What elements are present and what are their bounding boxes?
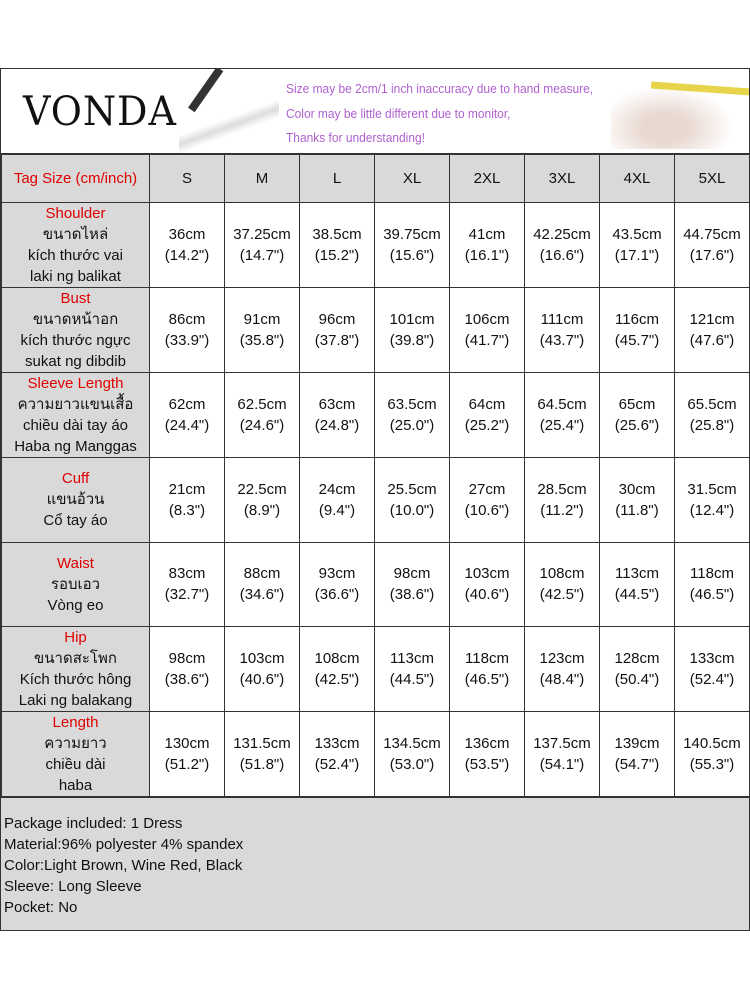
inch-value: (24.6"): [239, 417, 285, 434]
cm-value: 111cm: [540, 311, 584, 328]
inch-value: (45.7"): [614, 332, 660, 349]
inch-value: (10.0"): [389, 501, 435, 519]
cm-value: 64cm: [468, 396, 506, 413]
measurement-cell: [225, 712, 300, 797]
measurement-cell: [600, 288, 675, 373]
measurement-cell: [525, 627, 600, 712]
cm-value: 136cm: [464, 735, 510, 752]
inch-value: (11.8"): [615, 501, 659, 519]
measurement-cell: [150, 373, 225, 458]
cm-value: 38.5cm: [312, 226, 362, 243]
measurement-cell: [375, 203, 450, 288]
inch-value: (52.4"): [314, 756, 360, 773]
measurement-title: Bust: [60, 290, 91, 307]
cm-value: 106cm: [464, 311, 510, 328]
measurement-cell: [675, 542, 750, 627]
info-line: Sleeve: Long Sleeve: [4, 878, 142, 895]
measurement-cell: [675, 373, 750, 458]
inch-value: (44.5"): [614, 586, 660, 604]
inch-value: (53.5"): [464, 756, 510, 773]
measurement-cell: [300, 458, 375, 543]
cm-value: 113cm: [615, 565, 659, 583]
cm-value: 108cm: [539, 565, 585, 583]
measurement-translation: kích thước ngực: [20, 332, 131, 349]
note-line: Size may be 2cm/1 inch inaccuracy due to hand measure,: [286, 81, 594, 96]
measurement-cell: [600, 712, 675, 797]
inch-value: (38.6"): [389, 586, 435, 604]
measurement-cell: [600, 542, 675, 627]
inch-value: (44.5"): [389, 671, 435, 688]
measurement-translation: ขนาดหน้าอก: [32, 311, 119, 328]
inch-value: (32.7"): [164, 586, 210, 604]
measurement-translation: Laki ng balakang: [18, 692, 133, 709]
measurement-translation: ขนาดไหล่: [42, 226, 109, 243]
cm-value: 88cm: [243, 565, 281, 583]
note-line: Color may be little different due to monitor,: [286, 106, 511, 121]
inch-value: (46.5"): [464, 671, 510, 688]
measurement-cell: [450, 542, 525, 627]
measurement-cell: [600, 458, 675, 543]
measurement-translation: chiều dài tay áo: [22, 417, 129, 434]
table-row: [2, 203, 750, 288]
inch-value: (50.4"): [614, 671, 660, 688]
inch-value: (25.4"): [539, 417, 585, 434]
measurement-translation: Vòng eo: [47, 596, 104, 614]
measurement-cell: [375, 542, 450, 627]
measurement-title: Cuff: [61, 470, 90, 488]
inch-value: (37.8"): [314, 332, 360, 349]
measurement-label: [2, 288, 150, 373]
measurement-cell: [675, 458, 750, 543]
cm-value: 118cm: [690, 565, 734, 583]
inch-value: (34.6"): [239, 586, 285, 604]
measurement-cell: [375, 373, 450, 458]
measurement-cell: [525, 458, 600, 543]
cm-value: 42.25cm: [533, 226, 591, 243]
cm-value: 24cm: [318, 480, 356, 498]
measurement-cell: [225, 288, 300, 373]
cm-value: 123cm: [539, 650, 585, 667]
size-header: XL: [375, 155, 450, 203]
table-row: [2, 373, 750, 458]
measurement-cell: [300, 288, 375, 373]
inch-value: (25.8"): [689, 417, 735, 434]
cm-value: 140.5cm: [683, 735, 741, 752]
measurement-translation: ความยาว: [44, 735, 107, 752]
cm-value: 44.75cm: [683, 226, 741, 243]
cm-value: 103cm: [464, 565, 510, 583]
measurement-label: [2, 203, 150, 288]
measurement-cell: [450, 712, 525, 797]
measurement-label: [2, 542, 150, 627]
tag-size-label: Tag Size (cm/inch): [2, 155, 150, 203]
inch-value: (55.3"): [689, 756, 735, 773]
measurement-cell: [675, 288, 750, 373]
measurement-cell: [150, 627, 225, 712]
measurement-label: [2, 627, 150, 712]
inch-value: (25.2"): [464, 417, 510, 434]
inch-value: (38.6"): [164, 671, 210, 688]
info-line: Package included: 1 Dress: [4, 815, 183, 832]
measurement-title: Sleeve Length: [27, 375, 124, 392]
inch-value: (47.6"): [689, 332, 735, 349]
measurement-cell: [675, 203, 750, 288]
cm-value: 30cm: [618, 480, 656, 498]
inch-value: (33.9"): [164, 332, 210, 349]
inch-value: (46.5"): [689, 586, 735, 604]
measurement-cell: [150, 288, 225, 373]
measurement-cell: [375, 627, 450, 712]
inch-value: (16.6"): [539, 247, 585, 264]
measurement-translation: Cổ tay áo: [43, 512, 108, 530]
note-line: Thanks for understanding!: [286, 130, 425, 145]
inch-value: (25.0"): [389, 417, 435, 434]
inch-value: (51.2"): [164, 756, 210, 773]
brand-logo: VONDA: [23, 89, 177, 135]
size-header: L: [300, 155, 375, 203]
inch-value: (15.2"): [314, 247, 360, 264]
cm-value: 98cm: [168, 650, 206, 667]
measurement-cell: [600, 627, 675, 712]
size-header: 5XL: [675, 155, 750, 203]
size-header: 4XL: [600, 155, 675, 203]
inch-value: (8.9"): [243, 501, 281, 519]
table-row: [2, 542, 750, 627]
inch-value: (40.6"): [464, 586, 510, 604]
info-line: Color:Light Brown, Wine Red, Black: [4, 857, 243, 874]
cm-value: 27cm: [468, 480, 506, 498]
inch-value: (35.8"): [239, 332, 285, 349]
cm-value: 134.5cm: [383, 735, 441, 752]
inch-value: (24.8"): [314, 417, 360, 434]
measurement-translation: chiều dài: [45, 756, 106, 773]
cm-value: 130cm: [164, 735, 210, 752]
measurement-cell: [225, 542, 300, 627]
measurement-cell: [300, 203, 375, 288]
cm-value: 103cm: [239, 650, 285, 667]
measurement-cell: [525, 712, 600, 797]
cm-value: 131.5cm: [233, 735, 291, 752]
cm-value: 121cm: [689, 311, 735, 328]
measurement-translation: Haba ng Manggas: [14, 438, 137, 455]
inch-value: (48.4"): [539, 671, 585, 688]
cm-value: 101cm: [389, 311, 435, 328]
inch-value: (17.6"): [689, 247, 735, 264]
measurement-cell: [150, 542, 225, 627]
inch-value: (42.5"): [314, 671, 360, 688]
measurement-cell: [300, 712, 375, 797]
measurement-translation: Kích thước hông: [19, 671, 132, 688]
cm-value: 64.5cm: [537, 396, 587, 413]
cm-value: 98cm: [393, 565, 431, 583]
cm-value: 63cm: [318, 396, 356, 413]
measurement-translation: แขนอ้วน: [46, 491, 105, 509]
inch-value: (10.6"): [464, 501, 510, 519]
inch-value: (16.1"): [464, 247, 510, 264]
info-line: Material:96% polyester 4% spandex: [4, 836, 244, 853]
cm-value: 113cm: [390, 650, 434, 667]
inch-value: (14.7"): [239, 247, 285, 264]
header-row: [2, 155, 750, 203]
inch-value: (43.7"): [539, 332, 585, 349]
measurement-cell: [525, 203, 600, 288]
measurement-title: Length: [52, 714, 99, 731]
cm-value: 83cm: [168, 565, 206, 583]
measurement-cell: [225, 203, 300, 288]
inch-value: (11.2"): [540, 501, 584, 519]
inch-value: (40.6"): [239, 671, 285, 688]
size-chart: [0, 68, 750, 931]
measurement-cell: [300, 627, 375, 712]
measurement-cell: [375, 458, 450, 543]
table-row: [2, 712, 750, 797]
cm-value: 62.5cm: [237, 396, 287, 413]
cm-value: 43.5cm: [612, 226, 662, 243]
table-row: [2, 288, 750, 373]
cm-value: 108cm: [314, 650, 360, 667]
cm-value: 22.5cm: [237, 480, 287, 498]
measurement-cell: [450, 203, 525, 288]
cm-value: 36cm: [168, 226, 206, 243]
measurement-translation: ขนาดสะโพก: [34, 650, 117, 667]
cm-value: 62cm: [168, 396, 206, 413]
product-info: [1, 797, 749, 930]
cm-value: 37.25cm: [233, 226, 291, 243]
inch-value: (52.4"): [689, 671, 735, 688]
measurement-cell: [600, 203, 675, 288]
inch-value: (8.3"): [168, 501, 206, 519]
cm-value: 28.5cm: [537, 480, 587, 498]
measurement-cell: [375, 288, 450, 373]
measurement-label: [2, 458, 150, 543]
cm-value: 65.5cm: [687, 396, 737, 413]
inch-value: (39.8"): [389, 332, 435, 349]
cm-value: 116cm: [615, 311, 659, 328]
measurement-translation: laki ng balikat: [30, 268, 121, 285]
inch-value: (53.0"): [389, 756, 435, 773]
measurement-translation: ความยาวแขนเสื้อ: [17, 396, 134, 413]
cm-value: 91cm: [243, 311, 281, 328]
measurement-cell: [300, 542, 375, 627]
inch-value: (24.4"): [164, 417, 210, 434]
cm-value: 118cm: [465, 650, 509, 667]
cm-value: 128cm: [614, 650, 660, 667]
measurement-translation: sukat ng dibdib: [25, 353, 126, 370]
measurement-cell: [225, 373, 300, 458]
measurement-translation: รอบเอว: [50, 575, 101, 593]
cm-value: 133cm: [689, 650, 735, 667]
size-header: M: [225, 155, 300, 203]
measurement-cell: [150, 458, 225, 543]
inch-value: (14.2"): [164, 247, 210, 264]
measurement-title: Waist: [57, 554, 94, 572]
measurement-cell: [600, 373, 675, 458]
measurement-cell: [300, 373, 375, 458]
measurement-cell: [675, 627, 750, 712]
size-table: [1, 154, 750, 797]
measurement-translation: kích thước vai: [28, 247, 123, 264]
inch-value: (36.6"): [314, 586, 360, 604]
inch-value: (17.1"): [614, 247, 660, 264]
inch-value: (9.4"): [318, 501, 356, 519]
measurement-title: Shoulder: [45, 205, 106, 222]
measurement-cell: [450, 373, 525, 458]
cm-value: 25.5cm: [387, 480, 437, 498]
measurement-cell: [525, 542, 600, 627]
cm-value: 86cm: [168, 311, 206, 328]
cm-value: 39.75cm: [383, 226, 441, 243]
measurement-cell: [525, 288, 600, 373]
measurement-label: [2, 373, 150, 458]
cm-value: 137.5cm: [533, 735, 591, 752]
size-header: 3XL: [525, 155, 600, 203]
inch-value: (54.1"): [539, 756, 585, 773]
cm-value: 21cm: [168, 480, 206, 498]
measurement-cell: [375, 712, 450, 797]
cm-value: 41cm: [468, 226, 506, 243]
cm-value: 96cm: [318, 311, 356, 328]
cm-value: 133cm: [314, 735, 360, 752]
measurement-cell: [150, 712, 225, 797]
measurement-cell: [675, 712, 750, 797]
inch-value: (42.5"): [539, 586, 585, 604]
size-header: S: [150, 155, 225, 203]
inch-value: (41.7"): [464, 332, 510, 349]
inch-value: (25.6"): [614, 417, 660, 434]
size-header: 2XL: [450, 155, 525, 203]
measurement-translation: haba: [58, 777, 93, 794]
measurement-cell: [450, 288, 525, 373]
inch-value: (51.8"): [239, 756, 285, 773]
measurement-cell: [450, 458, 525, 543]
cm-value: 63.5cm: [387, 396, 437, 413]
measurement-cell: [450, 627, 525, 712]
cm-value: 139cm: [614, 735, 660, 752]
cm-value: 65cm: [618, 396, 656, 413]
table-row: [2, 627, 750, 712]
cm-value: 31.5cm: [687, 480, 737, 498]
measurement-cell: [150, 203, 225, 288]
measurement-cell: [225, 627, 300, 712]
measurement-cell: [525, 373, 600, 458]
measurement-title: Hip: [64, 629, 87, 646]
info-line: Pocket: No: [4, 899, 78, 916]
inch-value: (54.7"): [614, 756, 660, 773]
inch-value: (12.4"): [689, 501, 735, 519]
measurement-label: [2, 712, 150, 797]
cm-value: 93cm: [318, 565, 356, 583]
banner: [1, 69, 749, 154]
inch-value: (15.6"): [389, 247, 435, 264]
table-row: [2, 458, 750, 543]
measurement-cell: [225, 458, 300, 543]
